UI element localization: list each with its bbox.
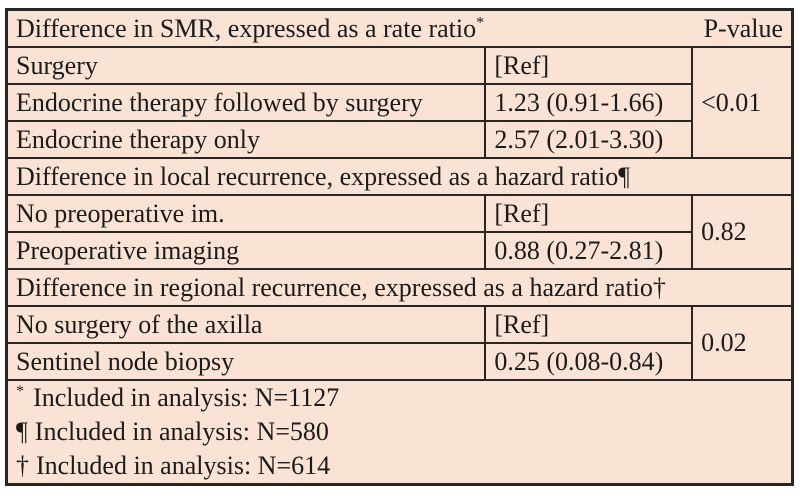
section-header-smr-cell [7,10,793,48]
table-row [7,10,793,48]
section-header-smr [16,14,484,44]
table-row [7,195,793,232]
results-table-container [5,8,794,486]
asterisk-marker: * [476,13,485,31]
section-header-regional-recurrence-text: Difference in regional recurrence, expressed as a hazard ratio [16,272,653,302]
table-row [7,84,793,121]
row-value: 1.23 (0.91-1.66) [485,84,692,121]
p-value-local-recurrence: 0.82 [692,195,792,269]
table-row [7,269,793,306]
section-header-smr-text: Difference in SMR, expressed as a rate ratio [16,13,477,43]
row-label: Endocrine therapy only [7,121,486,158]
p-value-smr: <0.01 [692,47,792,158]
results-table [5,8,794,486]
section-header-regional-recurrence-cell [7,269,793,306]
p-value-regional-recurrence: 0.02 [692,306,792,380]
footnote-smr: * Included in analysis: N=1127 [16,383,340,412]
row-label: No preoperative im. [7,195,486,232]
row-value: 2.57 (2.01-3.30) [485,121,692,158]
footnote-text: Included in analysis: N=580 [34,417,329,446]
table-row [7,306,793,343]
dagger-marker: † [652,272,666,302]
table-row [7,232,793,269]
table-row [7,380,793,485]
row-label: Surgery [7,47,486,84]
table-row [7,47,793,84]
section-header-local-recurrence-text: Difference in local recurrence, expressed as a hazard ratio [16,161,619,191]
footnote-local-recurrence [16,415,783,449]
row-value: [Ref] [485,195,692,232]
row-value: 0.88 (0.27-2.81) [485,232,692,269]
pilcrow-footnote-marker: ¶ [16,417,28,446]
table-row [7,343,793,380]
table-row [7,121,793,158]
section-header-local-recurrence-cell [7,158,793,195]
footnote-regional-recurrence [16,449,783,483]
row-label: Sentinel node biopsy [7,343,486,380]
p-value-column-header: P-value [703,13,783,43]
row-value: 0.25 (0.08-0.84) [485,343,692,380]
footnote-text: Included in analysis: N=614 [36,451,331,480]
footnote-text: Included in analysis: N=1127 [33,383,340,412]
row-label: Endocrine therapy followed by surgery [7,84,486,121]
pilcrow-marker: ¶ [618,161,631,191]
dagger-footnote-marker: † [16,451,29,480]
row-label: Preoperative imaging [7,232,486,269]
row-value: [Ref] [485,47,692,84]
table-row [7,158,793,195]
row-value: [Ref] [485,306,692,343]
footnotes-cell [7,380,793,485]
row-label: No surgery of the axilla [7,306,486,343]
